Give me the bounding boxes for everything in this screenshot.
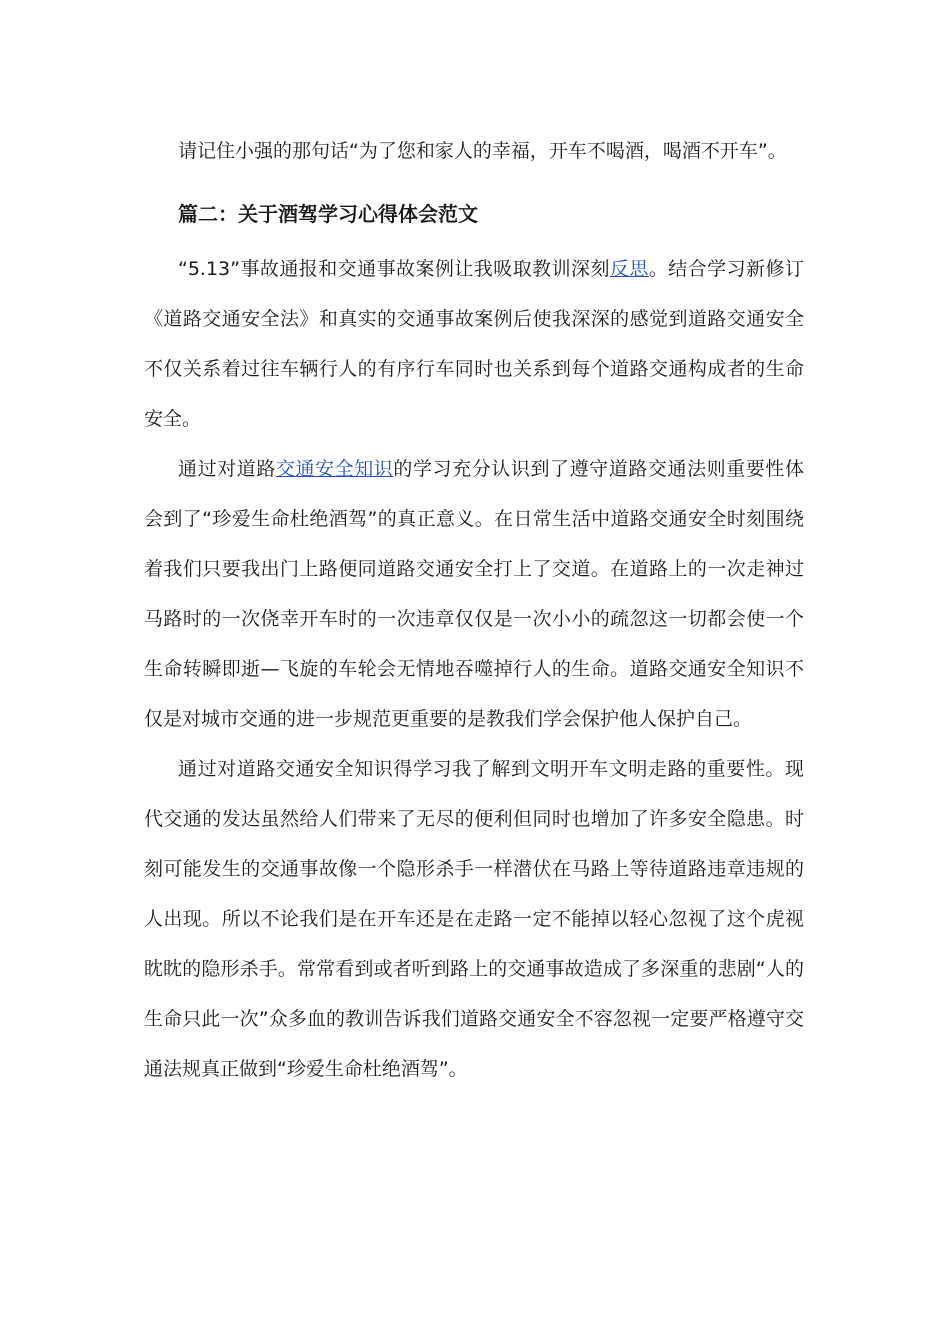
paragraph-1 xyxy=(144,244,804,444)
document-page xyxy=(144,126,804,1094)
paragraph-2 xyxy=(144,444,804,744)
paragraph-2-text-end: 的学习充分认识到了遵守道路交通法则重要性体会到了“珍爱生命杜绝酒驾”的真正意义。在日常生活中道路交通安全时刻围绕着我们只要我出门上路便同道路交通安全打上了交道。在道路上的一次走神过马路时的一次侥幸开车时的一次违章仅仅是一次小小的疏忽这一切都会使一个生命转瞬即逝—飞旋的车轮会无情地吞噬掉行人的生命。道路交通安全知识不仅是对城市交通的进一步规范更重要的是教我们学会保护他人保护自己。 xyxy=(144,458,804,730)
intro-paragraph: 请记住小强的那句话“为了您和家人的幸福，开车不喝酒，喝酒不开车”。 xyxy=(178,140,787,162)
paragraph-2-text-start: 通过对道路 xyxy=(178,458,276,480)
link-reflection[interactable]: 反思 xyxy=(609,258,649,280)
paragraph-3: 通过对道路交通安全知识得学习我了解到文明开车文明走路的重要性。现代交通的发达虽然给人们带来了无尽的便利但同时也增加了许多安全隐患。时刻可能发生的交通事故像一个隐形杀手一样潜伏在马路上等待道路违章违规的人出现。所以不论我们是在开车还是在走路一定不能掉以轻心忽视了这个虎视眈眈的隐形杀手。常常看到或者听到路上的交通事故造成了多深重的悲剧“人的生命只此一次”众多血的教训告诉我们道路交通安全不容忽视一定要严格遵守交通法规真正做到“珍爱生命杜绝酒驾”。 xyxy=(144,758,804,1080)
link-traffic-safety-knowledge[interactable]: 交通安全知识 xyxy=(275,458,394,480)
paragraph-1-text-start: “5.13”事故通报和交通事故案例让我吸取教训深刻 xyxy=(178,258,610,280)
paragraph-1-text-end: 。结合学习新修订《道路交通安全法》和真实的交通事故案例后使我深深的感觉到道路交通安全不仅关系着过往车辆行人的有序行车同时也关系到每个道路交通构成者的生命安全。 xyxy=(144,258,804,430)
section-heading: 篇二：关于酒驾学习心得体会范文 xyxy=(178,202,478,226)
